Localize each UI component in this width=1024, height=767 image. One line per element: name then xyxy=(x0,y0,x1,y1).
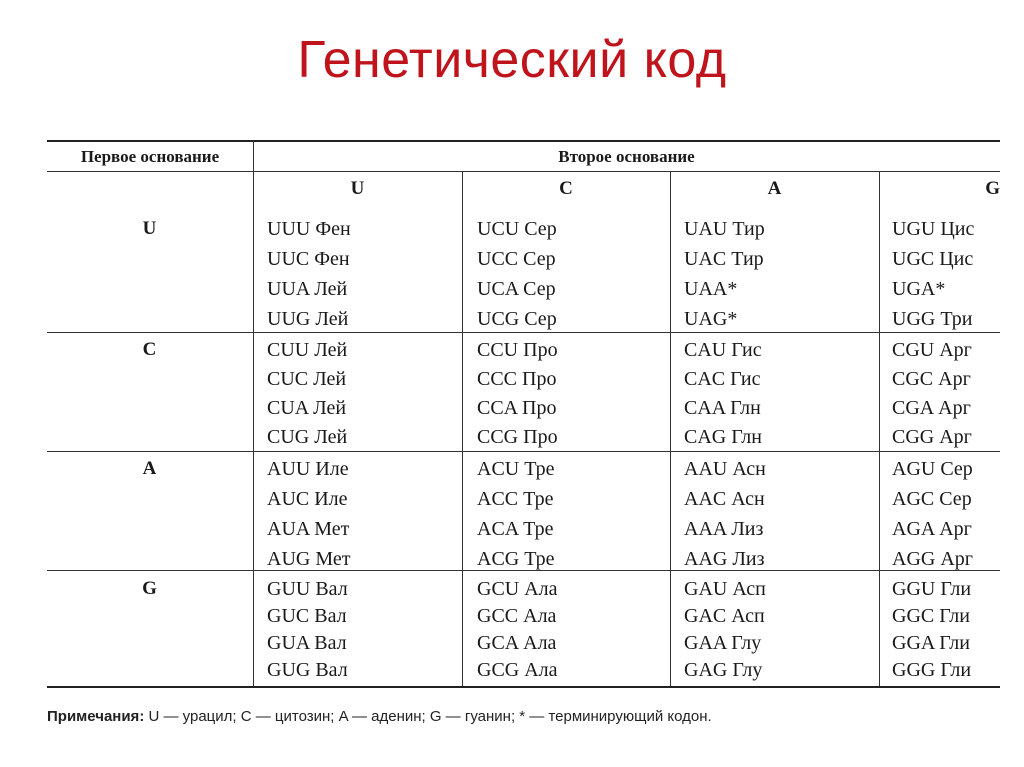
row-divider xyxy=(47,451,1000,452)
header-rule xyxy=(47,171,1000,172)
codon-cell: GGU Гли xyxy=(892,578,972,600)
codon-cell: ACC Тре xyxy=(477,488,554,510)
first-base-c: C xyxy=(142,339,157,360)
codon-cell: AGA Арг xyxy=(892,518,972,540)
codon-cell: CAA Глн xyxy=(684,397,761,419)
codon-cell: GUC Вал xyxy=(267,605,347,627)
second-base-c: C xyxy=(559,178,573,199)
first-base-a: A xyxy=(142,458,157,479)
codon-cell: GCU Ала xyxy=(477,578,558,600)
table-top-rule xyxy=(47,140,1000,142)
codon-cell: UCA Сер xyxy=(477,278,556,300)
codon-cell: UGU Цис xyxy=(892,218,975,240)
footnote-label: Примечания: xyxy=(47,708,145,725)
codon-cell: CUU Лей xyxy=(267,339,348,361)
second-base-g: G xyxy=(985,178,1000,199)
row-divider xyxy=(47,570,1000,571)
codon-cell: GGC Гли xyxy=(892,605,970,627)
codon-cell: UGC Цис xyxy=(892,248,974,270)
codon-cell: CCU Про xyxy=(477,339,558,361)
codon-cell: ACU Тре xyxy=(477,458,555,480)
codon-cell: GGA Гли xyxy=(892,632,970,654)
codon-cell: CUC Лей xyxy=(267,368,347,390)
codon-cell: GCC Ала xyxy=(477,605,557,627)
codon-cell: CCC Про xyxy=(477,368,557,390)
row-divider xyxy=(47,332,1000,333)
codon-cell: AAU Асн xyxy=(684,458,766,480)
codon-cell: GAG Глу xyxy=(684,659,763,681)
codon-cell: GAA Глу xyxy=(684,632,762,654)
codon-cell: UGA* xyxy=(892,278,946,300)
codon-cell: UCU Сер xyxy=(477,218,557,240)
codon-cell: AGU Сер xyxy=(892,458,973,480)
codon-cell: CGG Арг xyxy=(892,426,972,448)
table-bottom-rule xyxy=(47,686,1000,688)
second-base-header: Второе основание xyxy=(558,147,695,166)
codon-cell: GCG Ала xyxy=(477,659,558,681)
codon-cell: UUC Фен xyxy=(267,248,350,270)
codon-cell: AUC Иле xyxy=(267,488,348,510)
codon-cell: AUA Мет xyxy=(267,518,350,540)
codon-cell: GCA Ала xyxy=(477,632,557,654)
codon-cell: UUA Лей xyxy=(267,278,348,300)
page-title: Генетический код xyxy=(297,31,727,89)
codon-cell: UUU Фен xyxy=(267,218,351,240)
codon-cell: CAU Гис xyxy=(684,339,762,361)
codon-cell: UAG* xyxy=(684,308,738,330)
codon-cell: GUU Вал xyxy=(267,578,348,600)
genetic-code-table xyxy=(47,140,1000,688)
footnote-text: U — урацил; C — цитозин; A — аденин; G — гуанин; * — терминирующий кодон. xyxy=(148,708,712,725)
codon-cell: ACG Тре xyxy=(477,548,555,570)
first-base-g: G xyxy=(142,578,157,599)
first-base-header: Первое основание xyxy=(80,147,220,166)
codon-cell: AAA Лиз xyxy=(684,518,764,540)
codon-cell: CGA Арг xyxy=(892,397,971,419)
codon-cell: UAC Тир xyxy=(684,248,764,270)
column-divider xyxy=(879,171,880,686)
codon-cell: CGC Арг xyxy=(892,368,971,390)
codon-cell: UAU Тир xyxy=(684,218,765,240)
codon-cell: AUG Мет xyxy=(267,548,351,570)
codon-cell: CAC Гис xyxy=(684,368,761,390)
codon-cell: CUG Лей xyxy=(267,426,348,448)
codon-cell: CGU Арг xyxy=(892,339,972,361)
codon-cell: CCA Про xyxy=(477,397,557,419)
codon-cell: UUG Лей xyxy=(267,308,349,330)
codon-cell: UCC Сер xyxy=(477,248,556,270)
codon-cell: AAC Асн xyxy=(684,488,765,510)
first-base-u: U xyxy=(142,218,157,239)
codon-cell: GGG Гли xyxy=(892,659,972,681)
codon-cell: GAC Асп xyxy=(684,605,765,627)
second-base-u: U xyxy=(350,178,365,199)
codon-cell: AUU Иле xyxy=(267,458,349,480)
codon-cell: UCG Сер xyxy=(477,308,557,330)
codon-cell: ACA Тре xyxy=(477,518,554,540)
codon-cell: GAU Асп xyxy=(684,578,766,600)
second-base-a: A xyxy=(767,178,782,199)
column-divider xyxy=(253,140,254,686)
codon-cell: CUA Лей xyxy=(267,397,347,419)
codon-cell: CCG Про xyxy=(477,426,558,448)
column-divider xyxy=(462,171,463,686)
codon-cell: GUG Вал xyxy=(267,659,348,681)
codon-cell: AGG Арг xyxy=(892,548,973,570)
codon-cell: CAG Глн xyxy=(684,426,762,448)
codon-cell: UAA* xyxy=(684,278,738,300)
codon-cell: AGC Сер xyxy=(892,488,972,510)
codon-cell: GUA Вал xyxy=(267,632,347,654)
codon-cell: AAG Лиз xyxy=(684,548,765,570)
column-divider xyxy=(670,171,671,686)
footnote xyxy=(47,708,712,725)
codon-cell: UGG Три xyxy=(892,308,973,330)
